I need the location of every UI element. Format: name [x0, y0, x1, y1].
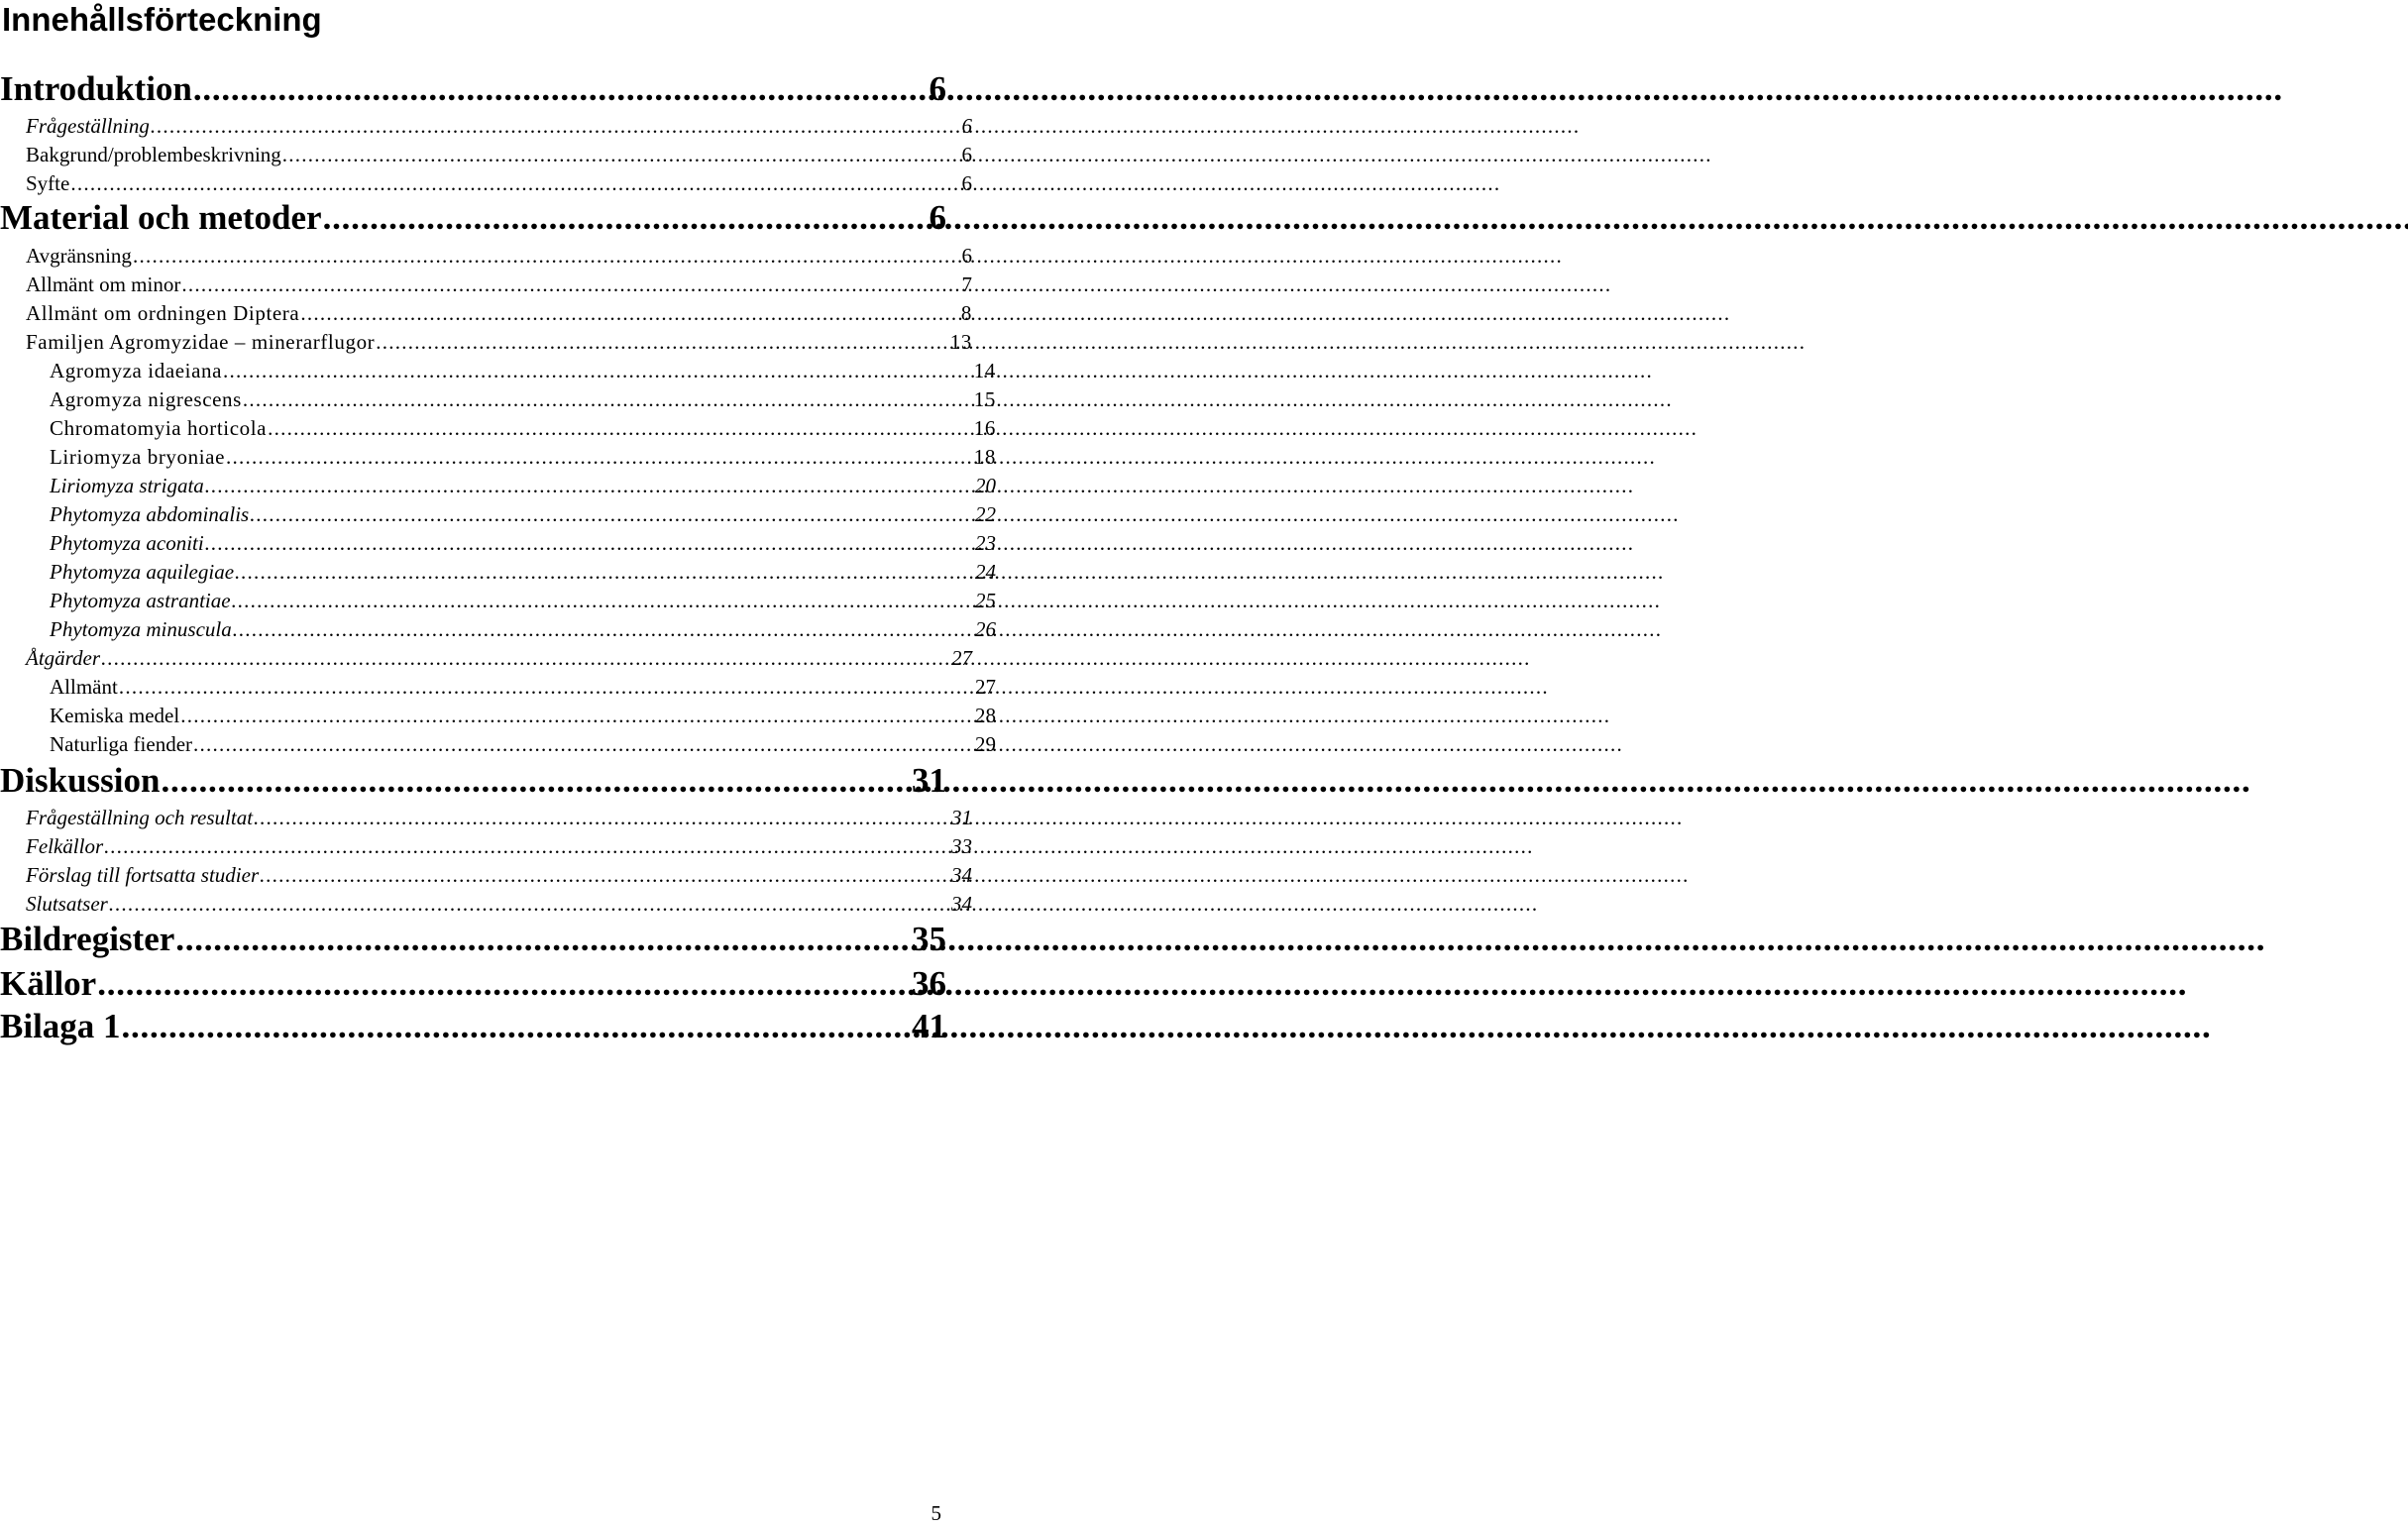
- toc-entry-label: Liriomyza bryoniae: [50, 445, 225, 469]
- toc-entry-page: 8: [960, 301, 972, 325]
- dot-leader: [260, 861, 949, 889]
- toc-entry-phytomyza-abdominalis[interactable]: [0, 500, 996, 528]
- toc-entry-label: Kemiska medel: [50, 704, 180, 727]
- dot-leader: [254, 804, 949, 831]
- toc-entry-page: 34: [951, 892, 972, 916]
- toc-entry-page: 14: [973, 359, 996, 382]
- dot-leader: [243, 385, 972, 413]
- toc-entry-felkallor[interactable]: [0, 832, 972, 860]
- toc-entry-allmant[interactable]: [0, 673, 996, 701]
- toc-entry-phytomyza-aquilegiae[interactable]: [0, 558, 996, 586]
- toc-entry-page: 31: [951, 806, 972, 829]
- dot-leader: [97, 964, 910, 1004]
- toc-entry-page: 16: [973, 416, 996, 440]
- toc-entry-label: Agromyza nigrescens: [50, 387, 242, 411]
- toc-entry-agromyzidae[interactable]: [0, 328, 972, 356]
- dot-leader: [323, 198, 928, 238]
- dot-leader: [175, 920, 910, 959]
- toc-entry-page: 34: [951, 863, 972, 887]
- toc-entry-forslag[interactable]: [0, 861, 972, 889]
- toc-entry-label: Allmänt om ordningen Diptera: [26, 301, 300, 325]
- toc-entry-label: Introduktion: [0, 69, 192, 108]
- toc-entry-atgarder[interactable]: [0, 644, 972, 672]
- toc-entry-phytomyza-astrantiae[interactable]: [0, 587, 996, 614]
- toc-entry-page: 24: [975, 560, 996, 584]
- toc-title: Innehållsförteckning: [2, 1, 322, 38]
- toc-entry-material-och-metoder[interactable]: [0, 198, 946, 238]
- dot-leader: [119, 673, 973, 701]
- dot-leader: [232, 587, 973, 614]
- toc-entry-page: 31: [912, 761, 946, 800]
- toc-entry-introduktion[interactable]: [0, 69, 946, 109]
- dot-leader: [250, 500, 973, 528]
- toc-entry-label: Slutsatser: [26, 892, 108, 916]
- dot-leader: [235, 558, 973, 586]
- toc-entry-bildregister[interactable]: [0, 920, 946, 959]
- toc-entry-label: Phytomyza aquilegiae: [50, 560, 235, 584]
- dot-leader: [223, 357, 972, 384]
- toc-entry-syfte[interactable]: [0, 169, 972, 197]
- toc-entry-page: 6: [961, 171, 972, 195]
- toc-entry-page: 18: [973, 445, 996, 469]
- toc-entry-page: 28: [975, 704, 996, 727]
- toc-entry-avgransning[interactable]: [0, 242, 972, 270]
- toc-entry-label: Frågeställning: [26, 114, 150, 138]
- toc-entry-page: 26: [975, 617, 996, 641]
- toc-entry-label: Allmänt: [50, 675, 118, 699]
- toc-entry-label: Felkällor: [26, 834, 104, 858]
- toc-entry-fragestallning[interactable]: [0, 112, 972, 140]
- toc-entry-label: Avgränsning: [26, 244, 132, 268]
- dot-leader: [151, 112, 960, 140]
- toc-entry-diskussion[interactable]: [0, 761, 946, 801]
- toc-entry-label: Allmänt om minor: [26, 273, 181, 296]
- toc-entry-page: 22: [975, 502, 996, 526]
- toc-entry-page: 36: [912, 964, 946, 1003]
- toc-entry-label: Liriomyza strigata: [50, 474, 204, 497]
- toc-entry-page: 27: [951, 646, 972, 670]
- toc-entry-page: 25: [975, 589, 996, 612]
- toc-entry-label: Phytomyza abdominalis: [50, 502, 250, 526]
- toc-entry-label: Phytomyza astrantiae: [50, 589, 231, 612]
- toc-entry-label: Phytomyza minuscula: [50, 617, 232, 641]
- toc-entry-page: 27: [975, 675, 996, 699]
- toc-entry-page: 7: [961, 273, 972, 296]
- dot-leader: [226, 443, 972, 471]
- toc-entry-agromyza-nigrescens[interactable]: [0, 385, 996, 413]
- toc-entry-page: 6: [929, 198, 946, 237]
- toc-entry-liriomyza-bryoniae[interactable]: [0, 443, 996, 471]
- toc-entry-fragestallning-och-resultat[interactable]: [0, 804, 972, 831]
- toc-entry-page: 6: [929, 69, 946, 108]
- dot-leader: [268, 414, 972, 442]
- toc-entry-phytomyza-aconiti[interactable]: [0, 529, 996, 557]
- dot-leader: [193, 69, 928, 109]
- toc-entry-page: 20: [975, 474, 996, 497]
- toc-entry-liriomyza-strigata[interactable]: [0, 472, 996, 499]
- toc-entry-label: Phytomyza aconiti: [50, 531, 204, 555]
- toc-entry-diptera[interactable]: [0, 299, 972, 327]
- toc-entry-label: Chromatomyia horticola: [50, 416, 268, 440]
- toc-entry-label: Källor: [0, 964, 97, 1003]
- toc-entry-label: Diskussion: [0, 761, 161, 800]
- dot-leader: [376, 328, 948, 356]
- dot-leader: [122, 1007, 910, 1046]
- toc-entry-page: 29: [975, 732, 996, 756]
- toc-entry-naturliga-fiender[interactable]: [0, 730, 996, 758]
- toc-entry-bakgrund[interactable]: [0, 141, 972, 168]
- toc-entry-label: Bakgrund/problembeskrivning: [26, 143, 281, 166]
- toc-entry-page: 33: [951, 834, 972, 858]
- dot-leader: [181, 271, 959, 298]
- toc-entry-page: 35: [912, 920, 946, 958]
- toc-entry-page: 6: [961, 114, 972, 138]
- toc-entry-label: Bilaga 1: [0, 1007, 121, 1045]
- toc-entry-page: 41: [912, 1007, 946, 1045]
- toc-entry-label: Agromyza idaeiana: [50, 359, 223, 382]
- dot-leader: [205, 529, 973, 557]
- toc-entry-chromatomyia-horticola[interactable]: [0, 414, 996, 442]
- toc-entry-label: Familjen Agromyzidae – minerarflugor: [26, 330, 376, 354]
- dot-leader: [282, 141, 960, 168]
- toc-entry-label: Bildregister: [0, 920, 175, 958]
- dot-leader: [233, 615, 973, 643]
- dot-leader: [300, 299, 959, 327]
- toc-entry-slutsatser[interactable]: [0, 890, 972, 918]
- toc-entry-label: Förslag till fortsatta studier: [26, 863, 260, 887]
- toc-entry-phytomyza-minuscula[interactable]: [0, 615, 996, 643]
- dot-leader: [133, 242, 960, 270]
- toc-entry-page: 6: [961, 143, 972, 166]
- dot-leader: [109, 890, 949, 918]
- toc-entry-bilaga-1[interactable]: [0, 1007, 946, 1046]
- page-number: 5: [930, 1501, 941, 1525]
- toc-entry-label: Syfte: [26, 171, 70, 195]
- toc-entry-page: 23: [975, 531, 996, 555]
- toc-entry-kallor[interactable]: [0, 964, 946, 1004]
- dot-leader: [161, 761, 910, 801]
- dot-leader: [104, 832, 949, 860]
- toc-entry-agromyza-idaeiana[interactable]: [0, 357, 996, 384]
- toc-entry-label: Frågeställning och resultat: [26, 806, 254, 829]
- toc-entry-allmant-om-minor[interactable]: [0, 271, 972, 298]
- toc-entry-label: Åtgärder: [26, 646, 101, 670]
- dot-leader: [193, 730, 973, 758]
- toc-entry-kemiska-medel[interactable]: [0, 702, 996, 729]
- toc-entry-label: Material och metoder: [0, 198, 322, 237]
- dot-leader: [101, 644, 949, 672]
- dot-leader: [205, 472, 973, 499]
- toc-entry-label: Naturliga fiender: [50, 732, 193, 756]
- toc-entry-page: 13: [949, 330, 972, 354]
- toc-entry-page: 15: [973, 387, 996, 411]
- dot-leader: [180, 702, 973, 729]
- dot-leader: [70, 169, 959, 197]
- toc-entry-page: 6: [961, 244, 972, 268]
